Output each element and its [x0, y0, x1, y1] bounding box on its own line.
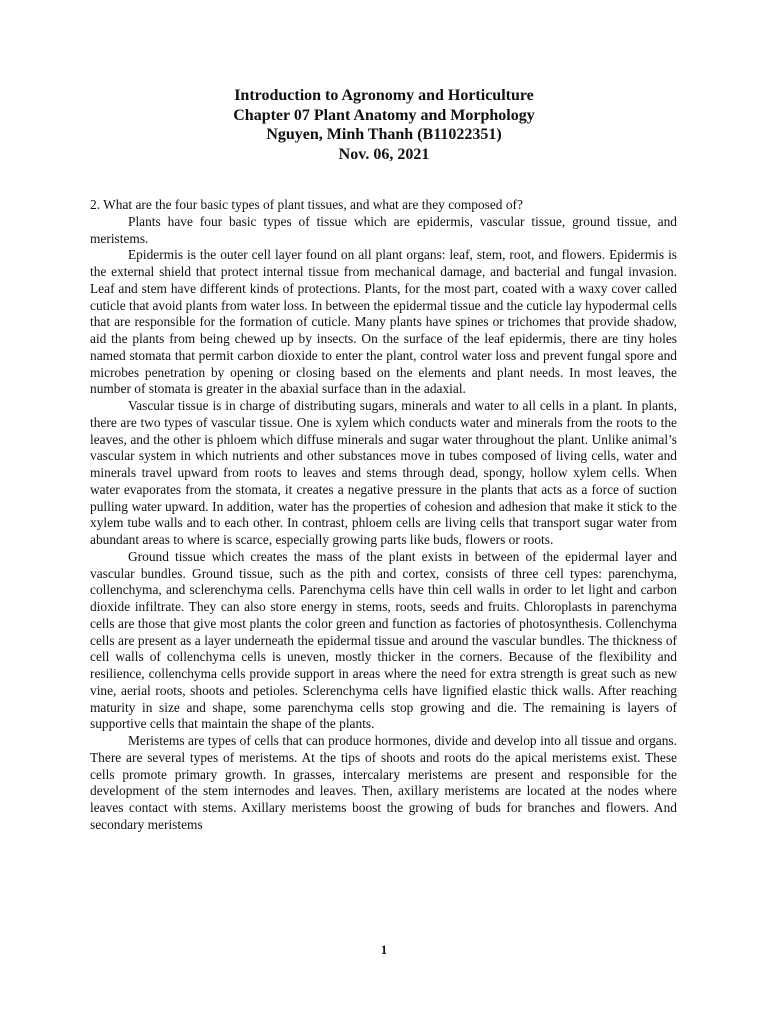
course-title: Introduction to Agronomy and Horticulture — [234, 87, 534, 104]
page-number: 1 — [380, 943, 388, 957]
document-body — [90, 197, 677, 834]
paragraph-epidermis: Epidermis is the outer cell layer found on all plant organs: leaf, stem, root, and flowers. Epidermis is the external shield that protect internal tissue from mechanical damage, and bacterial and fungal invasion. Leaf and stem have different kinds of protections. Plants, for the most part, coated with a waxy cover called cuticle that avoid plants from water loss. In between the epidermal tissue and the cuticle lay hypodermal cells that are responsible for the formation of cuticle. Many plants have spines or trichomes that provide shadow, aid the plants from being chewed up by insects. On the surface of the leaf epidermis, there are tiny holes named stomata that permit carbon dioxide to enter the plant, control water loss and prevent fungal spore and microbes penetration by opening or closing based on the elements and plant needs. In most leaves, the number of stomata is greater in the abaxial surface than in the adaxial. — [90, 247, 677, 397]
paragraph-meristems: Meristems are types of cells that can produce hormones, divide and develop into all tissue and organs. There are several types of meristems. At the tips of shoots and roots do the apical meristems exist. These cells promote primary growth. In grasses, intercalary meristems are present and responsible for the development of the stem internodes and leaves. Then, axillary meristems are located at the nodes where leaves contact with stems. Axillary meristems boost the growing of buds for branches and flowers. And secondary meristems — [90, 733, 677, 832]
chapter-title: Chapter 07 Plant Anatomy and Morphology — [233, 106, 535, 124]
document-header — [0, 86, 768, 164]
paragraph-ground-tissue: Ground tissue which creates the mass of the plant exists in between of the epidermal layer and vascular bundles. Ground tissue, such as the pith and cortex, consists of three cell types: parenchyma, collenchyma, and sclerenchyma cells. Parenchyma cells have thin cell walls in order to let light and carbon dioxide infiltrate. They can also store energy in stems, roots, seeds and fruits. Chloroplasts in parenchyma cells are those that give most plants the color green and function as factories of photosynthesis. Collenchyma cells are present as a layer underneath the epidermal tissue and around the vascular bundles. The thickness of cell walls of collenchyma cells is uneven, mostly thicker in the corners. Because of the flexibility and resilience, collenchyma cells provide support in areas where the need for extra strength is great such as new vine, aerial roots, shoots and petioles. Sclerenchyma cells have lignified elastic thick walls. After reaching maturity in size and shape, some parenchyma cells stop growing and die. The remaining is layers of supportive cells that maintain the shape of the plants. — [90, 548, 677, 732]
question-text: 2. What are the four basic types of plant tissues, and what are they composed of? — [90, 197, 523, 212]
author-line: Nguyen, Minh Thanh (B11022351) — [266, 126, 502, 143]
paragraph-intro: Plants have four basic types of tissue which are epidermis, vascular tissue, ground tissue, and meristems. — [90, 213, 677, 246]
date-line: Nov. 06, 2021 — [338, 145, 430, 163]
paragraph-vascular-tissue: Vascular tissue is in charge of distributing sugars, minerals and water to all cells in a plant. In plants, there are two types of vascular tissue. One is xylem which conducts water and minerals from the roots to the leaves, and the other is phloem which diffuse minerals and sugar water throughout the plant. Unlike animal’s vascular system in which nutrients and other substances move in tubes composed of living cells, water and minerals travel upward from roots to leaves and stems through dead, spongy, hollow xylem cells. When water evaporates from the stomata, it creates a negative pressure in the plants that acts as a force of suction pulling water upward. In addition, water has the properties of cohesion and adhesion that make it stick to the xylem tube walls and to each other. In contrast, phloem cells are living cells that transport sugar water from abundant areas to where is scarce, especially growing parts like buds, flowers or roots. — [90, 398, 677, 547]
